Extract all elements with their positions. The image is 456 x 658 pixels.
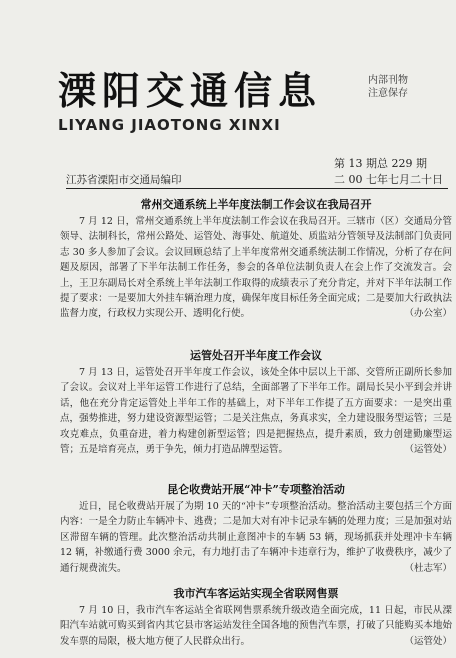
article-title: 我市汽车客运站实现全省联网售票 <box>173 587 339 600</box>
article-body <box>60 214 452 322</box>
publisher: 江苏省溧阳市交通局编印 <box>66 174 182 186</box>
article-legal-meeting <box>60 197 452 322</box>
article-title: 昆仑收费站开展“冲卡”专项整治活动 <box>167 483 345 496</box>
masthead-note <box>368 74 448 100</box>
article-toll-station <box>60 482 452 576</box>
article-source: （运管处） <box>404 635 452 647</box>
article-text: 7 月 12 日，常州交通系统上半年度法制工作会议在我局召开。三辖市（区）交通局分管领导、法制科长，常州公路处、运管处、海事处、航道处、质监站分管领导及法制部门负责同志 30 多人参加了会议。会议回顾总结了上半年度常州交通系统法制工作情况，分析了存在问题及原因，部署了下半年法制工作任务，参会的各单位法制负责人在会上作了交流发言。会上，王卫东副局长对全系统上半年法制工作取得的成绩表示了充分肯定，并对下半年法制工作提了要求：一是要加大外挂车辆治理力度，确保年度目标任务全面完成；二是要加大行政执法监督力度，行政权力实现公开、透明化行使。 <box>60 216 452 320</box>
article-text: 7 月 13 日，运管处召开半年度工作会议，该处全体中层以上干部、交管所正副所长参加了会议。会议对上半年运管工作进行了总结，全面部署了下半年工作。副局长吴小平到会并讲话，他在充分肯定运管处上半年工作的基础上，对下半年工作提了五方面要求：一是突出重点，强势推进，努力建设资源型运管；二是关注焦点，务真求实，全力建设服务型运管；三是攻克难点，负重奋进，着力构建创新型运管；四是把握热点，提升素质，致力创建勤廉型运管；五是培育亮点，勇于争先，倾力打造品牌型运管。 <box>60 367 452 456</box>
article-title: 常州交通系统上半年度法制工作会议在我局召开 <box>140 198 372 211</box>
article-body <box>60 603 452 649</box>
article-body <box>60 365 452 457</box>
article-title: 运管处召开半年度工作会议 <box>190 349 322 362</box>
article-source: （杜志军） <box>404 562 452 574</box>
masthead-pinyin: LIYANG JIAOTONG XINXI <box>58 116 281 134</box>
article-source: （办公室） <box>404 308 452 320</box>
internal-publication-label: 内部刊物 <box>368 75 408 86</box>
issue-number: 第 13 期总 229 期 <box>334 157 427 170</box>
masthead-title: 溧阳交通信息 <box>58 68 323 113</box>
article-source: （运管处） <box>404 444 452 456</box>
keep-notice-label: 注意保存 <box>368 88 408 99</box>
header-divider <box>66 188 448 189</box>
article-body <box>60 499 452 576</box>
article-text: 近日，昆仑收费站开展了为期 10 天的“冲卡”专项整治活动。整治活动主要包括三个方面内容：一是全力防止车辆冲卡、逃费；二是加大对有冲卡记录车辆的处理力度；三是加强对站区滞留车辆的管理。此次整治活动共制止意图冲卡的车辆 53 辆，现场抓获并处理冲卡车辆 12 辆，补缴通行费 3000 余元，有力地打击了车辆冲卡违章行为，维护了收费秩序，减少了通行规费流失。 <box>60 501 452 574</box>
issue-date: 二 00 七年七月二十日 <box>334 173 443 186</box>
article-transport-meeting <box>60 348 452 457</box>
article-bus-ticketing <box>60 586 452 649</box>
article-text: 7 月 10 日，我市汽车客运站全省联网售票系统升级改造全面完成，11 日起，市民从溧阳汽车站就可购买到省内其它县市客运站发往全国各地的预售汽车票，打破了只能购买本地始发车票的局限，极大地方便了人民群众出行。 <box>60 605 452 647</box>
